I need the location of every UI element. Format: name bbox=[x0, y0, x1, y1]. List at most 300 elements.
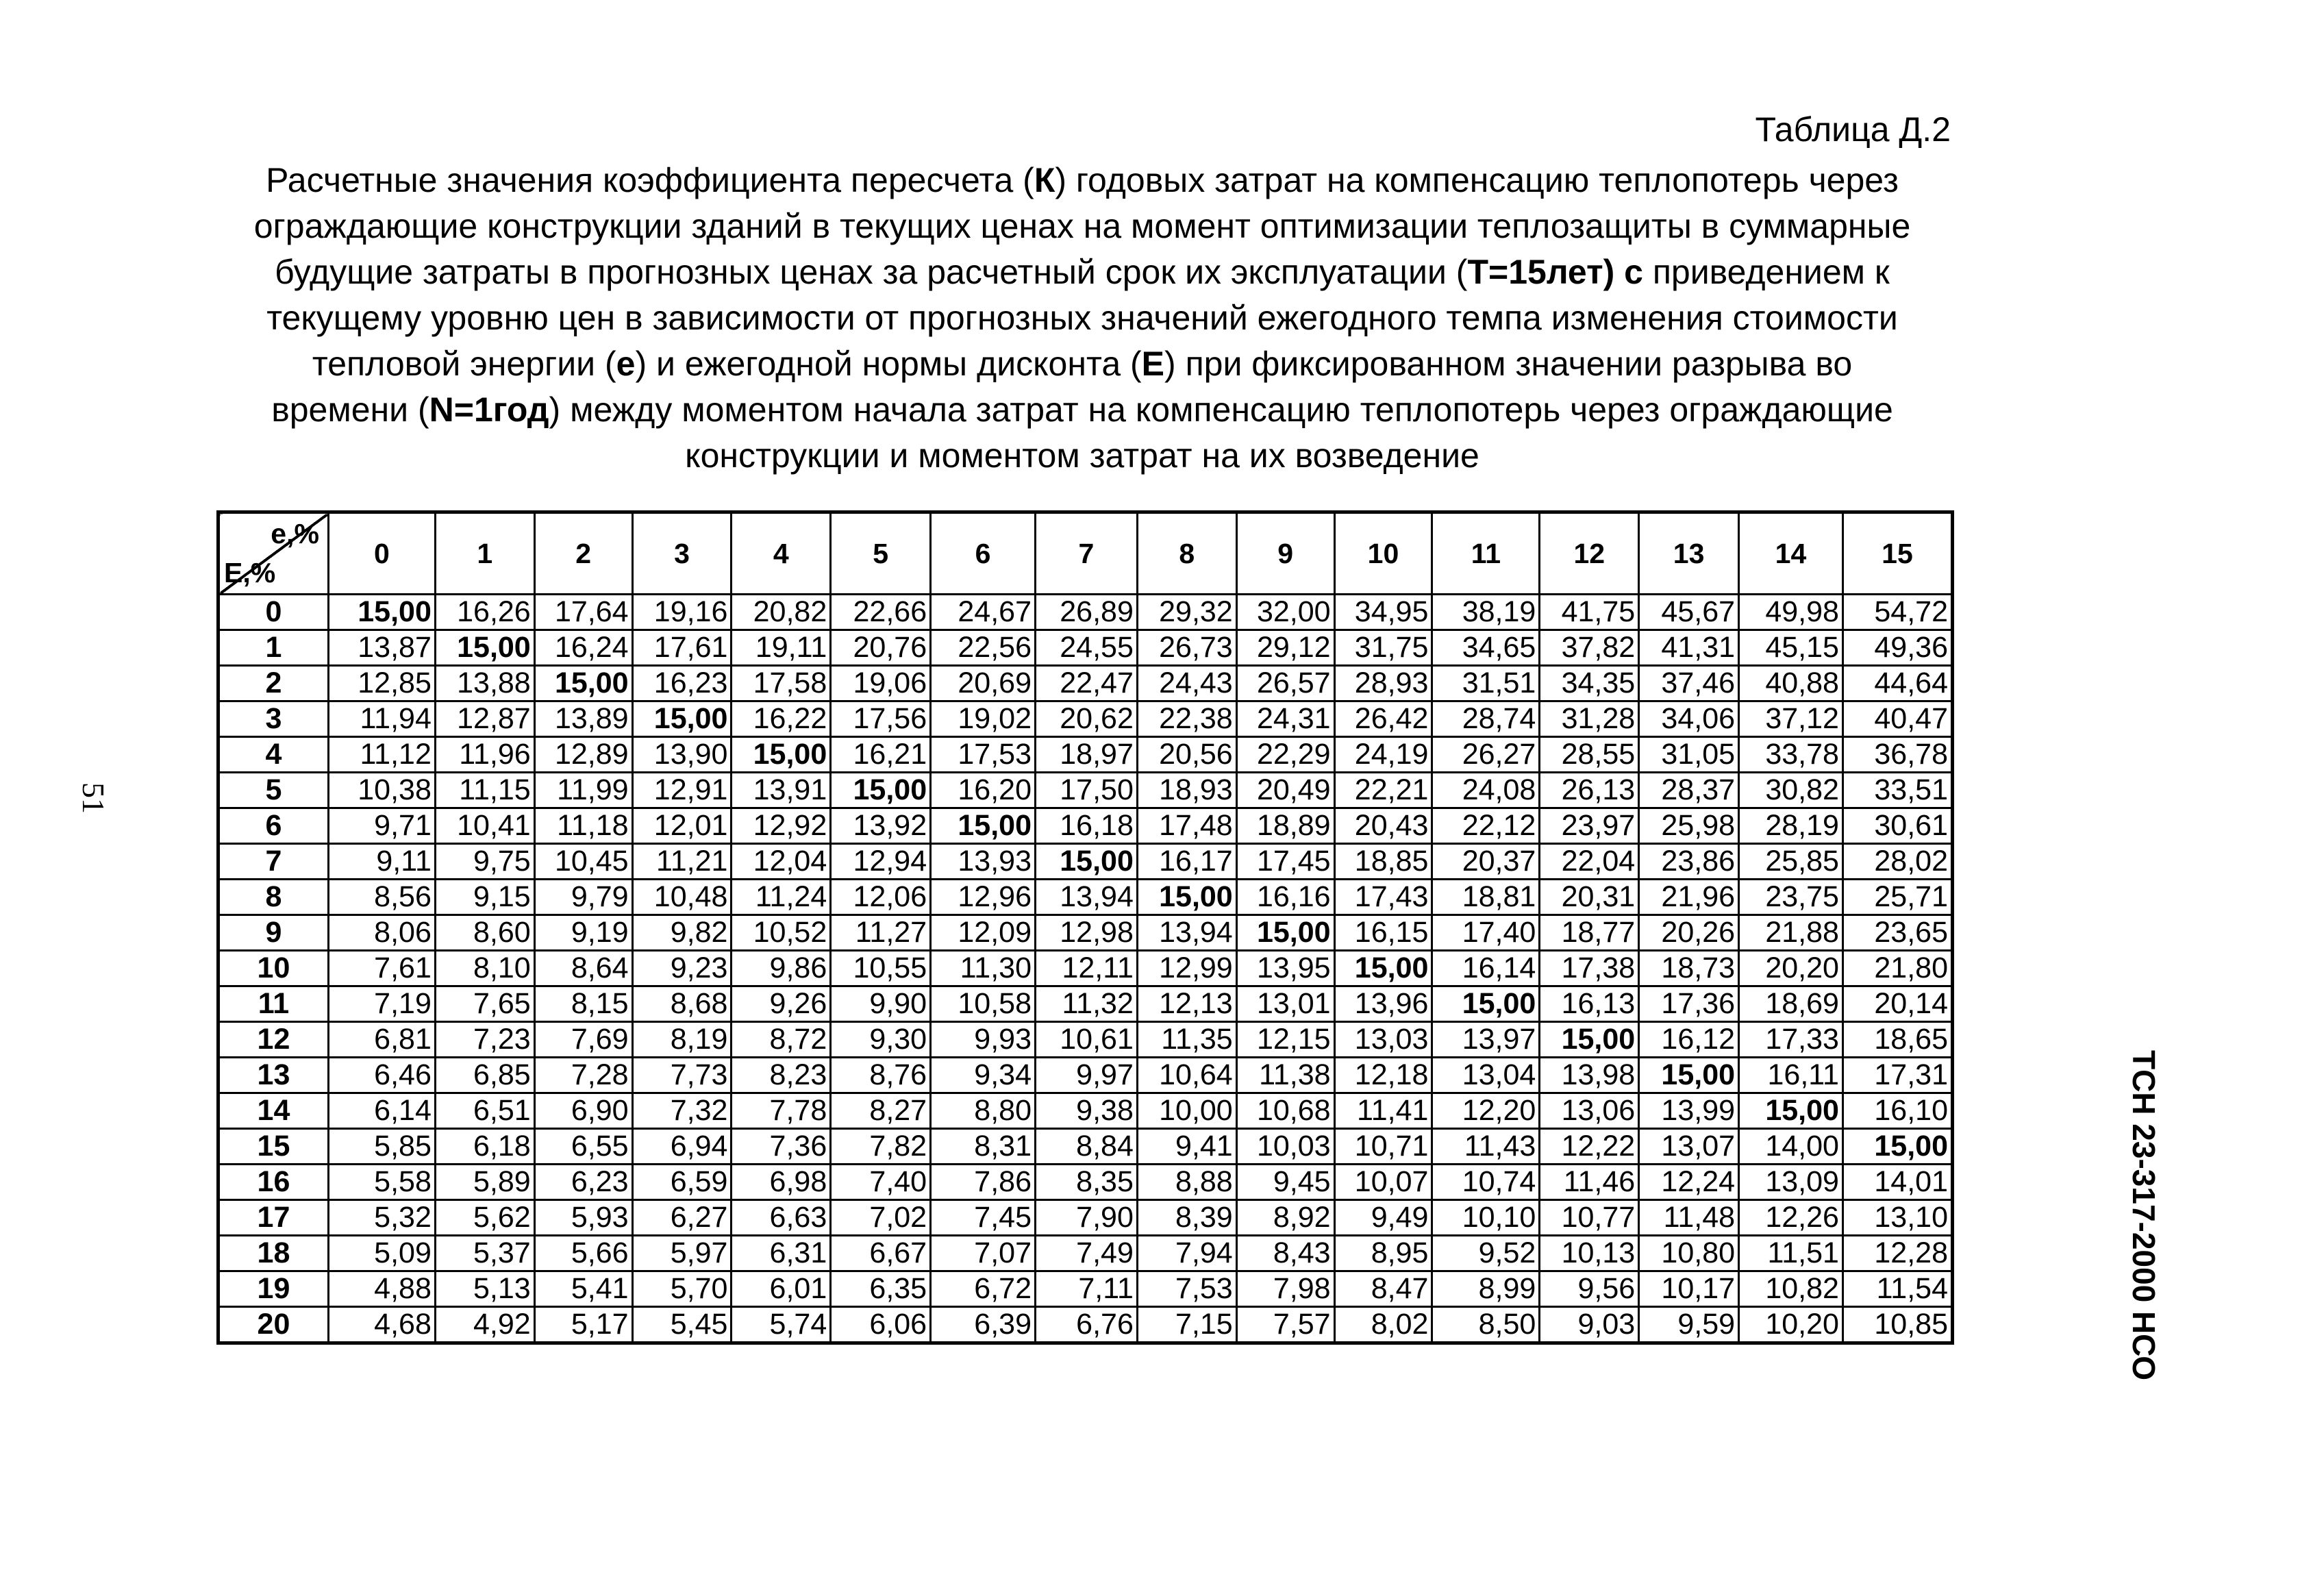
table-cell: 19,16 bbox=[632, 595, 732, 630]
table-cell: 8,60 bbox=[435, 915, 534, 951]
table-body bbox=[218, 595, 1953, 1343]
table-cell: 22,12 bbox=[1432, 808, 1540, 844]
table-cell: 11,18 bbox=[534, 808, 632, 844]
table-cell: 19,06 bbox=[831, 666, 931, 701]
table-cell: 16,21 bbox=[831, 737, 931, 773]
table-cell: 13,97 bbox=[1432, 1022, 1540, 1058]
table-cell: 37,46 bbox=[1639, 666, 1739, 701]
table-cell: 28,74 bbox=[1432, 701, 1540, 737]
table-cell: 11,12 bbox=[328, 737, 435, 773]
table-cell: 5,58 bbox=[328, 1165, 435, 1200]
table-cell: 5,85 bbox=[328, 1129, 435, 1165]
table-cell: 13,92 bbox=[831, 808, 931, 844]
table-cell: 12,99 bbox=[1137, 951, 1236, 986]
table-cell: 17,40 bbox=[1432, 915, 1540, 951]
table-cell: 21,88 bbox=[1739, 915, 1843, 951]
table-cell: 7,73 bbox=[632, 1058, 732, 1093]
table-cell: 8,95 bbox=[1334, 1236, 1432, 1271]
table-cell: 8,72 bbox=[732, 1022, 831, 1058]
table-cell: 15,00 bbox=[1137, 880, 1236, 915]
table-row bbox=[218, 666, 1953, 701]
table-cell: 8,15 bbox=[534, 986, 632, 1022]
table-cell: 7,49 bbox=[1036, 1236, 1138, 1271]
table-cell: 8,56 bbox=[328, 880, 435, 915]
table-row bbox=[218, 630, 1953, 666]
column-header: 14 bbox=[1739, 512, 1843, 595]
table-cell: 22,29 bbox=[1236, 737, 1334, 773]
row-header: 13 bbox=[218, 1058, 329, 1093]
table-cell: 15,00 bbox=[1236, 915, 1334, 951]
table-cell: 10,74 bbox=[1432, 1165, 1540, 1200]
table-cell: 11,35 bbox=[1137, 1022, 1236, 1058]
table-cell: 12,11 bbox=[1036, 951, 1138, 986]
coefficient-table bbox=[216, 510, 1954, 1345]
table-row bbox=[218, 1236, 1953, 1271]
table-cell: 9,86 bbox=[732, 951, 831, 986]
table-cell: 12,04 bbox=[732, 844, 831, 880]
table-cell: 24,31 bbox=[1236, 701, 1334, 737]
table-cell: 25,98 bbox=[1639, 808, 1739, 844]
table-cell: 7,98 bbox=[1236, 1271, 1334, 1307]
heading-text-segment: Е bbox=[1141, 345, 1165, 383]
table-cell: 19,11 bbox=[732, 630, 831, 666]
table-cell: 9,59 bbox=[1639, 1307, 1739, 1343]
table-cell: 34,65 bbox=[1432, 630, 1540, 666]
table-cell: 23,65 bbox=[1842, 915, 1952, 951]
table-cell: 13,88 bbox=[435, 666, 534, 701]
table-cell: 18,81 bbox=[1432, 880, 1540, 915]
table-cell: 10,10 bbox=[1432, 1200, 1540, 1236]
table-cell: 37,12 bbox=[1739, 701, 1843, 737]
table-corner-cell bbox=[218, 512, 329, 595]
table-cell: 16,11 bbox=[1739, 1058, 1843, 1093]
table-cell: 17,53 bbox=[931, 737, 1036, 773]
table-cell: 16,14 bbox=[1432, 951, 1540, 986]
table-cell: 13,10 bbox=[1842, 1200, 1952, 1236]
table-cell: 5,62 bbox=[435, 1200, 534, 1236]
table-cell: 9,75 bbox=[435, 844, 534, 880]
column-header: 11 bbox=[1432, 512, 1540, 595]
table-cell: 10,00 bbox=[1137, 1093, 1236, 1129]
table-cell: 7,78 bbox=[732, 1093, 831, 1129]
table-cell: 34,35 bbox=[1540, 666, 1639, 701]
table-cell: 16,17 bbox=[1137, 844, 1236, 880]
table-cell: 9,11 bbox=[328, 844, 435, 880]
table-row bbox=[218, 1271, 1953, 1307]
table-cell: 11,94 bbox=[328, 701, 435, 737]
table-cell: 7,23 bbox=[435, 1022, 534, 1058]
row-header: 16 bbox=[218, 1165, 329, 1200]
row-header: 9 bbox=[218, 915, 329, 951]
table-cell: 5,89 bbox=[435, 1165, 534, 1200]
table-cell: 8,35 bbox=[1036, 1165, 1138, 1200]
table-cell: 8,31 bbox=[931, 1129, 1036, 1165]
table-cell: 23,86 bbox=[1639, 844, 1739, 880]
table-cell: 12,24 bbox=[1639, 1165, 1739, 1200]
table-cell: 20,20 bbox=[1739, 951, 1843, 986]
table-cell: 13,99 bbox=[1639, 1093, 1739, 1129]
table-cell: 10,80 bbox=[1639, 1236, 1739, 1271]
table-cell: 6,35 bbox=[831, 1271, 931, 1307]
table-cell: 16,10 bbox=[1842, 1093, 1952, 1129]
table-cell: 12,87 bbox=[435, 701, 534, 737]
table-cell: 24,67 bbox=[931, 595, 1036, 630]
table-cell: 20,56 bbox=[1137, 737, 1236, 773]
heading-line-4 bbox=[205, 295, 1959, 341]
table-cell: 17,50 bbox=[1036, 773, 1138, 808]
table-cell: 49,98 bbox=[1739, 595, 1843, 630]
table-cell: 11,15 bbox=[435, 773, 534, 808]
table-cell: 11,24 bbox=[732, 880, 831, 915]
table-cell: 20,37 bbox=[1432, 844, 1540, 880]
row-header: 0 bbox=[218, 595, 329, 630]
table-cell: 8,19 bbox=[632, 1022, 732, 1058]
table-cell: 8,39 bbox=[1137, 1200, 1236, 1236]
table-cell: 9,26 bbox=[732, 986, 831, 1022]
table-cell: 20,43 bbox=[1334, 808, 1432, 844]
table-cell: 17,61 bbox=[632, 630, 732, 666]
table-cell: 5,93 bbox=[534, 1200, 632, 1236]
table-row bbox=[218, 1307, 1953, 1343]
table-cell: 26,57 bbox=[1236, 666, 1334, 701]
table-cell: 6,67 bbox=[831, 1236, 931, 1271]
table-cell: 9,90 bbox=[831, 986, 931, 1022]
table-cell: 7,28 bbox=[534, 1058, 632, 1093]
page-number: 51 bbox=[76, 782, 111, 814]
table-cell: 6,76 bbox=[1036, 1307, 1138, 1343]
table-cell: 17,45 bbox=[1236, 844, 1334, 880]
table-cell: 7,19 bbox=[328, 986, 435, 1022]
table-cell: 6,72 bbox=[931, 1271, 1036, 1307]
table-cell: 11,43 bbox=[1432, 1129, 1540, 1165]
table-cell: 17,64 bbox=[534, 595, 632, 630]
table-cell: 10,58 bbox=[931, 986, 1036, 1022]
table-cell: 44,64 bbox=[1842, 666, 1952, 701]
table-cell: 10,82 bbox=[1739, 1271, 1843, 1307]
table-cell: 9,93 bbox=[931, 1022, 1036, 1058]
table-cell: 32,00 bbox=[1236, 595, 1334, 630]
table-cell: 12,91 bbox=[632, 773, 732, 808]
table-cell: 17,36 bbox=[1639, 986, 1739, 1022]
table-row bbox=[218, 1022, 1953, 1058]
table-cell: 18,89 bbox=[1236, 808, 1334, 844]
table-cell: 15,00 bbox=[931, 808, 1036, 844]
table-cell: 8,76 bbox=[831, 1058, 931, 1093]
table-cell: 8,23 bbox=[732, 1058, 831, 1093]
table-cell: 7,32 bbox=[632, 1093, 732, 1129]
table-cell: 13,98 bbox=[1540, 1058, 1639, 1093]
table-cell: 11,54 bbox=[1842, 1271, 1952, 1307]
table-cell: 5,41 bbox=[534, 1271, 632, 1307]
table-cell: 7,86 bbox=[931, 1165, 1036, 1200]
table-cell: 5,37 bbox=[435, 1236, 534, 1271]
table-cell: 12,01 bbox=[632, 808, 732, 844]
heading-line-1 bbox=[205, 158, 1959, 203]
table-cell: 11,46 bbox=[1540, 1165, 1639, 1200]
table-cell: 24,43 bbox=[1137, 666, 1236, 701]
table-cell: 16,26 bbox=[435, 595, 534, 630]
table-heading bbox=[205, 158, 1959, 479]
row-header: 12 bbox=[218, 1022, 329, 1058]
table-cell: 7,15 bbox=[1137, 1307, 1236, 1343]
table-cell: 7,82 bbox=[831, 1129, 931, 1165]
table-cell: 22,66 bbox=[831, 595, 931, 630]
table-cell: 5,32 bbox=[328, 1200, 435, 1236]
table-cell: 26,27 bbox=[1432, 737, 1540, 773]
table-cell: 15,00 bbox=[1334, 951, 1432, 986]
table-cell: 18,93 bbox=[1137, 773, 1236, 808]
heading-text-segment: К bbox=[1034, 161, 1055, 199]
table-cell: 33,51 bbox=[1842, 773, 1952, 808]
table-cell: 10,61 bbox=[1036, 1022, 1138, 1058]
table-cell: 40,88 bbox=[1739, 666, 1843, 701]
table-row bbox=[218, 737, 1953, 773]
table-cell: 10,85 bbox=[1842, 1307, 1952, 1343]
document-code: ТСН 23-317-2000 НСО bbox=[2126, 1049, 2162, 1381]
table-row bbox=[218, 844, 1953, 880]
table-cell: 5,13 bbox=[435, 1271, 534, 1307]
table-cell: 13,04 bbox=[1432, 1058, 1540, 1093]
row-header: 2 bbox=[218, 666, 329, 701]
table-cell: 41,75 bbox=[1540, 595, 1639, 630]
table-cell: 13,87 bbox=[328, 630, 435, 666]
table-cell: 13,09 bbox=[1739, 1165, 1843, 1200]
heading-text-segment: ) между моментом начала затрат на компенсацию теплопотерь через ограждающие bbox=[549, 390, 1893, 429]
table-cell: 6,23 bbox=[534, 1165, 632, 1200]
row-header: 17 bbox=[218, 1200, 329, 1236]
table-cell: 12,06 bbox=[831, 880, 931, 915]
row-header: 7 bbox=[218, 844, 329, 880]
table-cell: 16,24 bbox=[534, 630, 632, 666]
table-row bbox=[218, 1093, 1953, 1129]
table-cell: 29,12 bbox=[1236, 630, 1334, 666]
column-header: 12 bbox=[1540, 512, 1639, 595]
table-cell: 6,27 bbox=[632, 1200, 732, 1236]
table-cell: 7,65 bbox=[435, 986, 534, 1022]
table-cell: 10,45 bbox=[534, 844, 632, 880]
table-cell: 16,23 bbox=[632, 666, 732, 701]
heading-line-2 bbox=[205, 203, 1959, 249]
row-header: 8 bbox=[218, 880, 329, 915]
table-cell: 13,01 bbox=[1236, 986, 1334, 1022]
table-cell: 37,82 bbox=[1540, 630, 1639, 666]
row-header: 20 bbox=[218, 1307, 329, 1343]
heading-text-segment: тепловой энергии ( bbox=[312, 345, 616, 383]
table-cell: 11,48 bbox=[1639, 1200, 1739, 1236]
table-cell: 5,70 bbox=[632, 1271, 732, 1307]
table-cell: 26,13 bbox=[1540, 773, 1639, 808]
table-cell: 4,68 bbox=[328, 1307, 435, 1343]
table-cell: 7,02 bbox=[831, 1200, 931, 1236]
table-cell: 6,81 bbox=[328, 1022, 435, 1058]
table-cell: 9,79 bbox=[534, 880, 632, 915]
table-cell: 15,00 bbox=[328, 595, 435, 630]
table-cell: 30,61 bbox=[1842, 808, 1952, 844]
table-cell: 10,55 bbox=[831, 951, 931, 986]
table-cell: 15,00 bbox=[831, 773, 931, 808]
table-cell: 22,21 bbox=[1334, 773, 1432, 808]
table-cell: 26,73 bbox=[1137, 630, 1236, 666]
table-cell: 7,94 bbox=[1137, 1236, 1236, 1271]
table-cell: 18,65 bbox=[1842, 1022, 1952, 1058]
corner-col-axis-label: е,% bbox=[271, 518, 319, 549]
table-cell: 6,31 bbox=[732, 1236, 831, 1271]
table-cell: 6,01 bbox=[732, 1271, 831, 1307]
table-cell: 11,32 bbox=[1036, 986, 1138, 1022]
table-cell: 10,71 bbox=[1334, 1129, 1432, 1165]
table-cell: 5,97 bbox=[632, 1236, 732, 1271]
table-row bbox=[218, 1058, 1953, 1093]
table-cell: 18,85 bbox=[1334, 844, 1432, 880]
table-cell: 6,63 bbox=[732, 1200, 831, 1236]
table-cell: 15,00 bbox=[435, 630, 534, 666]
column-header: 8 bbox=[1137, 512, 1236, 595]
table-cell: 15,00 bbox=[1842, 1129, 1952, 1165]
table-cell: 18,69 bbox=[1739, 986, 1843, 1022]
table-cell: 15,00 bbox=[1540, 1022, 1639, 1058]
table-cell: 19,02 bbox=[931, 701, 1036, 737]
table-cell: 9,34 bbox=[931, 1058, 1036, 1093]
table-cell: 5,17 bbox=[534, 1307, 632, 1343]
row-header: 10 bbox=[218, 951, 329, 986]
column-header: 4 bbox=[732, 512, 831, 595]
table-cell: 12,18 bbox=[1334, 1058, 1432, 1093]
table-cell: 9,82 bbox=[632, 915, 732, 951]
table-cell: 28,19 bbox=[1739, 808, 1843, 844]
heading-text-segment: будущие затраты в прогнозных ценах за расчетный срок их эксплуатации ( bbox=[275, 253, 1468, 291]
table-cell: 10,41 bbox=[435, 808, 534, 844]
table-cell: 22,38 bbox=[1137, 701, 1236, 737]
table-cell: 5,09 bbox=[328, 1236, 435, 1271]
column-header: 13 bbox=[1639, 512, 1739, 595]
table-cell: 4,92 bbox=[435, 1307, 534, 1343]
table-cell: 9,23 bbox=[632, 951, 732, 986]
table-cell: 9,45 bbox=[1236, 1165, 1334, 1200]
column-header: 10 bbox=[1334, 512, 1432, 595]
table-cell: 8,43 bbox=[1236, 1236, 1334, 1271]
table-cell: 40,47 bbox=[1842, 701, 1952, 737]
table-cell: 20,62 bbox=[1036, 701, 1138, 737]
table-cell: 9,71 bbox=[328, 808, 435, 844]
table-cell: 11,96 bbox=[435, 737, 534, 773]
table-cell: 8,06 bbox=[328, 915, 435, 951]
heading-text-segment: ) годовых затрат на компенсацию теплопотерь через bbox=[1055, 161, 1899, 199]
column-header: 3 bbox=[632, 512, 732, 595]
table-cell: 8,80 bbox=[931, 1093, 1036, 1129]
table-cell: 6,85 bbox=[435, 1058, 534, 1093]
table-cell: 8,10 bbox=[435, 951, 534, 986]
heading-text-segment: N=1год bbox=[429, 390, 549, 429]
table-cell: 20,31 bbox=[1540, 880, 1639, 915]
table-cell: 20,69 bbox=[931, 666, 1036, 701]
table-cell: 20,26 bbox=[1639, 915, 1739, 951]
table-cell: 30,82 bbox=[1739, 773, 1843, 808]
table-cell: 15,00 bbox=[732, 737, 831, 773]
table-cell: 18,77 bbox=[1540, 915, 1639, 951]
table-row bbox=[218, 915, 1953, 951]
table-cell: 4,88 bbox=[328, 1271, 435, 1307]
table-cell: 7,11 bbox=[1036, 1271, 1138, 1307]
table-cell: 28,93 bbox=[1334, 666, 1432, 701]
table-cell: 9,52 bbox=[1432, 1236, 1540, 1271]
table-cell: 28,55 bbox=[1540, 737, 1639, 773]
table-cell: 7,61 bbox=[328, 951, 435, 986]
table-cell: 38,19 bbox=[1432, 595, 1540, 630]
table-cell: 12,92 bbox=[732, 808, 831, 844]
table-cell: 6,59 bbox=[632, 1165, 732, 1200]
row-header: 15 bbox=[218, 1129, 329, 1165]
table-cell: 8,64 bbox=[534, 951, 632, 986]
table-row bbox=[218, 808, 1953, 844]
table-cell: 28,37 bbox=[1639, 773, 1739, 808]
table-cell: 13,03 bbox=[1334, 1022, 1432, 1058]
table-cell: 6,90 bbox=[534, 1093, 632, 1129]
table-cell: 11,30 bbox=[931, 951, 1036, 986]
table-cell: 7,45 bbox=[931, 1200, 1036, 1236]
table-cell: 8,02 bbox=[1334, 1307, 1432, 1343]
row-header: 14 bbox=[218, 1093, 329, 1129]
table-cell: 22,04 bbox=[1540, 844, 1639, 880]
table-cell: 10,38 bbox=[328, 773, 435, 808]
table-cell: 20,49 bbox=[1236, 773, 1334, 808]
row-header: 6 bbox=[218, 808, 329, 844]
column-header: 1 bbox=[435, 512, 534, 595]
table-cell: 18,97 bbox=[1036, 737, 1138, 773]
row-header: 18 bbox=[218, 1236, 329, 1271]
table-cell: 14,00 bbox=[1739, 1129, 1843, 1165]
table-cell: 9,56 bbox=[1540, 1271, 1639, 1307]
table-cell: 21,80 bbox=[1842, 951, 1952, 986]
table-cell: 9,15 bbox=[435, 880, 534, 915]
table-cell: 12,20 bbox=[1432, 1093, 1540, 1129]
corner-row-axis-label: Е,% bbox=[224, 557, 276, 588]
table-cell: 49,36 bbox=[1842, 630, 1952, 666]
table-cell: 8,68 bbox=[632, 986, 732, 1022]
table-cell: 7,57 bbox=[1236, 1307, 1334, 1343]
table-cell: 10,52 bbox=[732, 915, 831, 951]
table-cell: 29,32 bbox=[1137, 595, 1236, 630]
table-cell: 8,27 bbox=[831, 1093, 931, 1129]
table-cell: 12,15 bbox=[1236, 1022, 1334, 1058]
table-cell: 6,18 bbox=[435, 1129, 534, 1165]
table-cell: 9,03 bbox=[1540, 1307, 1639, 1343]
table-cell: 10,13 bbox=[1540, 1236, 1639, 1271]
table-cell: 9,41 bbox=[1137, 1129, 1236, 1165]
heading-text-segment: ) при фиксированном значении разрыва во bbox=[1164, 345, 1853, 383]
table-cell: 25,71 bbox=[1842, 880, 1952, 915]
table-cell: 22,47 bbox=[1036, 666, 1138, 701]
table-cell: 45,67 bbox=[1639, 595, 1739, 630]
row-header: 5 bbox=[218, 773, 329, 808]
table-cell: 10,68 bbox=[1236, 1093, 1334, 1129]
table-cell: 54,72 bbox=[1842, 595, 1952, 630]
table-cell: 12,94 bbox=[831, 844, 931, 880]
table-cell: 20,76 bbox=[831, 630, 931, 666]
column-header: 2 bbox=[534, 512, 632, 595]
table-cell: 23,97 bbox=[1540, 808, 1639, 844]
table-cell: 10,07 bbox=[1334, 1165, 1432, 1200]
table-cell: 28,02 bbox=[1842, 844, 1952, 880]
column-header: 9 bbox=[1236, 512, 1334, 595]
table-cell: 6,14 bbox=[328, 1093, 435, 1129]
table-cell: 34,06 bbox=[1639, 701, 1739, 737]
table-cell: 12,09 bbox=[931, 915, 1036, 951]
table-cell: 7,69 bbox=[534, 1022, 632, 1058]
table-label: Таблица Д.2 bbox=[1755, 110, 1951, 149]
table-cell: 9,97 bbox=[1036, 1058, 1138, 1093]
table-cell: 6,39 bbox=[931, 1307, 1036, 1343]
heading-line-3 bbox=[205, 249, 1959, 295]
